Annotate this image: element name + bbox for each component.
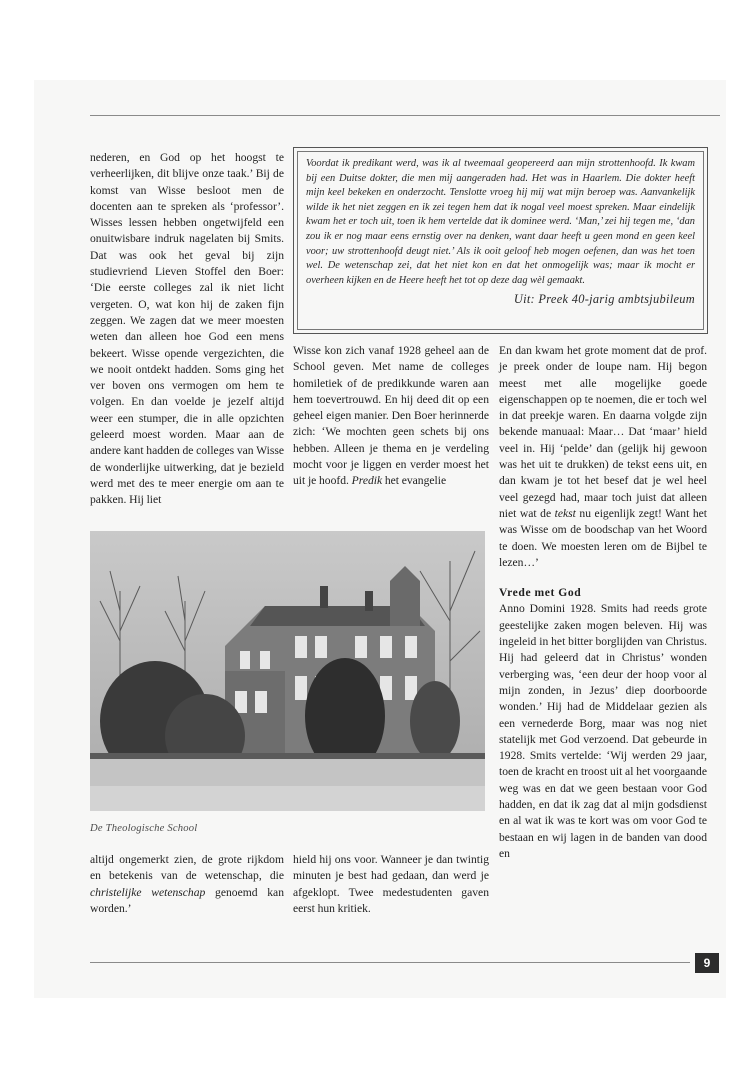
bottom-rule [90,962,690,963]
photo-caption: De Theologische School [90,823,198,834]
school-building-illustration [90,531,485,811]
top-rule [90,115,720,116]
paragraph [499,343,707,571]
paragraph: nederen, en God op het hoogst te verheerlijken, dit blijve onze taak.’ Bij de komst van Wisse besloot men de docenten aan te spreken als ‘professor’. Wisses lessen hebben ongetwijfeld een onuitwisbare indruk nagelaten bij Smits. Dat was ook het geval bij zijn studievriend Lieven Stoffel den Boer: ‘Die eerste colleges zal ik niet licht vergeten. O, wat kon hij de zaken fijn zeggen. We zagen dat we meer moesten weten dan alleen hoe God een mens bekeert. Wisse opende vergezichten, die we nooit ontdekt hadden. Soms ging het ver boven ons vermogen om hem te volgen. En dan voelde je jezelf altijd weer een stumper, die in alle opzichten geleerd moest worden. Maar aan de andere kant hadden de colleges van Wisse de wonderlijke uitwerking, dat je bezield werd met des te meer energie om aan te pakken. Hij liet [90,151,284,507]
quote-inner [297,151,704,330]
emphasis: christelijke wetenschap [90,885,206,899]
text-run: nu eigenlijk zegt! Want het was Wisse om de boodschap van het Woord te doen. We moesten leren om de Bijbel te lezen…’ [499,506,707,569]
text-run: altijd ongemerkt zien, de grote rijkdom en betekenis van de wetenschap, die [90,853,284,883]
column-1-bottom-text [90,852,284,917]
column-2-text [293,343,489,490]
section-heading: Vrede met God [499,586,582,600]
paragraph: Anno Domini 1928. Smits had reeds grote geestelijke zaken mogen beleven. Hij was ingeleid in het bitter borglijden van Christus. Hij had geleerd dat in Christus’ wonden verberging was, ‘een deur der hoop voor al mijn zonden, in Jezus’ diep doorboorde wonden.’ Hij had de Middelaar gezien als een vernederde Borg, maar was nog niet statelijk met God verzoend. Dat gebeurde in 1928. Smits vertelde: ‘Wij werden 29 jaar, toen de kracht en troost uit al het voorgaande weg was en dat we geen bestaan voor God hadden, en dat ik zag dat al mijn godsdienst en al wat ik was te kort was om voor God te bestaan en wij lagen in de banden van dood en [499,602,707,860]
column-1-text [90,150,284,509]
text-run: het evangelie [382,474,447,488]
column-2-bottom-text [293,852,489,917]
text-run: Wisse kon zich vanaf 1928 geheel aan de School geven. Met name de colleges homiletiek of de predikkunde waren aan hem toevertrouwd. En hij deed dit op een geheel eigen manier. Den Boer herinnerde zich: ‘We mochten geen schets bij ons hebben. Alleen je thema en je verdeling mocht voor je liggen en verder moest het uit je hoofd. [293,344,489,488]
paragraph [90,852,284,917]
paragraph: hield hij ons voor. Wanneer je dan twintig minuten je best had gedaan, dan werd je afgeklopt. Twee medestudenten gaven eerst hun kritiek. [293,853,489,915]
emphasis: Predik [351,474,383,488]
text-run: En dan kwam het grote moment dat de prof. je preek onder de loupe nam. Hij begon meest met alle mogelijke goede eigenschappen op te noemen, die er toch wel in dat preekje waren. En daarna volgde zijn bekende manuaal: Maar… Dat ‘maar’ hield veel in. Hij ‘pelde’ dan (gelijk hij gewoon was het uit te drukken) de tekst eens uit, en dan kwam je tot het besef dat je wel heel veel gezegd had, maar toch juist dat alleen niet wat de [499,344,707,520]
quote-box [293,147,708,334]
quote-source: Uit: Preek 40-jarig ambtsjubileum [513,292,695,307]
quote-text: Voordat ik predikant werd, was ik al tweemaal geopereerd aan mijn strottenhoofd. Ik kwam bij een Duitse dokter, die men mij aangeraden had. Het was in Haarlem. Die dokter heeft mijn keel bekeken en onderzocht. Tenslotte vroeg hij mij wat mijn beroep was. Aanvankelijk wilde ik het niet zeggen en ik zei tegen hem dat ik nogal veel moest spreken. Maar eindelijk kwam het er toch uit, toen ik hem vertelde dat ik dominee werd. ‘Man,’ zei hij tegen me, ‘dan zou ik er nog maar eens ernstig over na denken, want daar heeft u geen mond en geen keel voor; uw strottenhoofd deugt niet.’ Als ik ooit geloof heb mogen oefenen, dan was het toen wel. De wetenschap zei, dat het niet kon en dat het onmogelijk was; maar ik mocht er overheen kijken en de Heere heeft het tot op deze dag wèl gemaakt. [306,158,695,286]
column-3-text [499,343,707,862]
school-photo [90,531,485,811]
page-number: 9 [695,953,719,973]
text-run: genoemd kan worden.’ [90,885,284,915]
paragraph [293,343,489,490]
emphasis: tekst [554,506,576,520]
